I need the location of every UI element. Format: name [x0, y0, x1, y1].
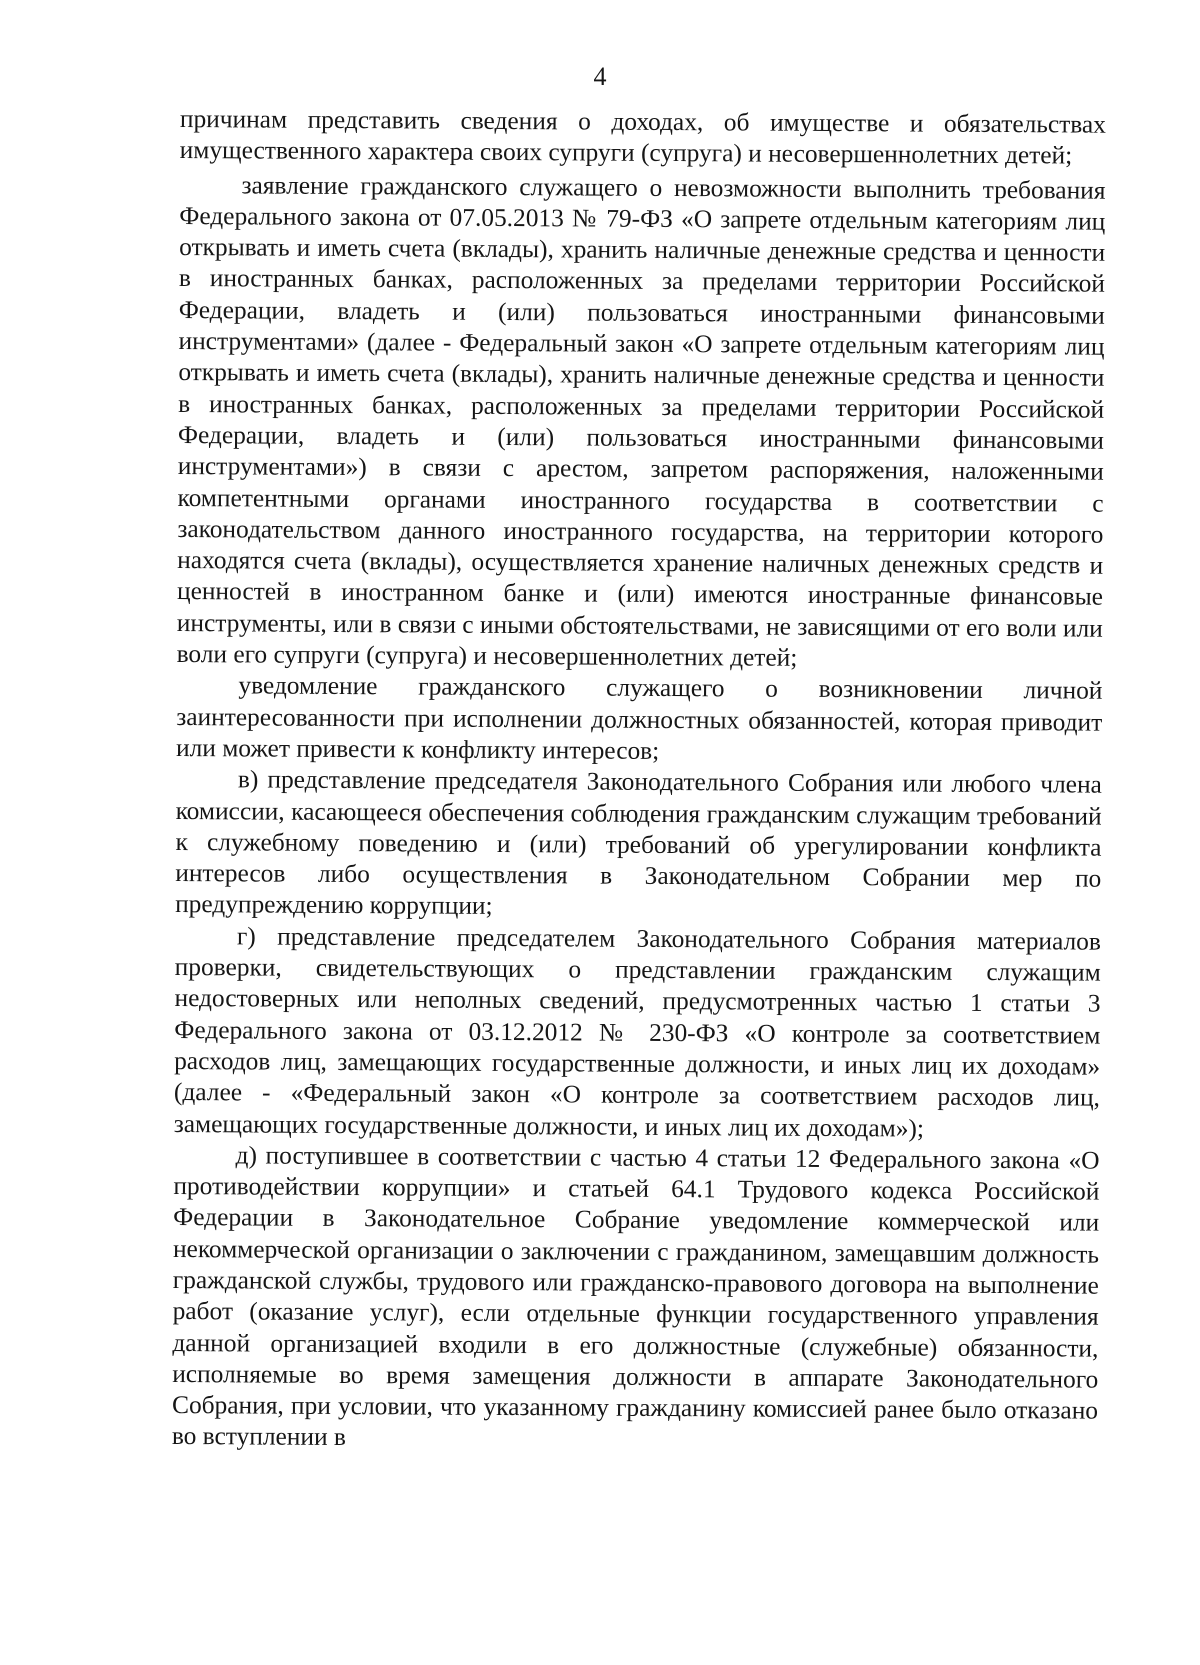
paragraph-statement-impossibility: заявление гражданского служащего о невозможности выполнить требования Федерального закона от 07.05.2013 № 79-ФЗ «О запрете отдельным категориям лиц открывать и иметь счета (вклады), хранить наличные денежные средства и ценности в иностранных банках, расположенных за пределами территории Российской Федерации, владеть и (или) пользоваться иностранными финансовыми инструментами» (далее - Федеральный закон «О запрете отдельным категориям лиц открывать и иметь счета (вклады), хранить наличные денежные средства и ценности в иностранных банках, расположенных за пределами территории Российской Федерации, владеть и (или) пользоваться иностранными финансовыми инструментами») в связи с арестом, запретом распоряжения, наложенными компетентными органами иностранного государства в соответствии с законодательством данного иностранного государства, на территории которого находятся счета (вклады), осуществляется хранение наличных денежных средств и ценностей в иностранном банке и (или) имеются иностранные финансовые инструменты, или в связи с иными обстоятельствами, не зависящими от его воли или воли его супруги (супруга) и несовершеннолетних детей;: [176, 170, 1106, 672]
document-body: [172, 104, 1106, 1458]
paragraph-item-v: в) представление председателя Законодательного Собрания или любого члена комиссии, касающееся обеспечения соблюдения гражданским служащим требований к служебному поведению и (или) требований об урегулировании конфликта интересов либо осуществления в Законодательном Собрании мер по предупреждению коррупции;: [175, 765, 1102, 921]
paragraph-item-g: г) представление председателем Законодательного Собрания материалов проверки, свидетельствующих о представлении гражданским служащим недостоверных или неполных сведений, предусмотренных частью 1 статьи 3 Федерального закона от 03.12.2012 № 230-ФЗ «О контроле за соответствием расходов лиц, замещающих государственные должности, и иных лиц их доходам» (далее - «Федеральный закон «О контроле за соответствием расходов лиц, замещающих государственные должности, и иных лиц их доходам»);: [173, 922, 1101, 1143]
paragraph-notification-interest: уведомление гражданского служащего о возникновении личной заинтересованности при исполнении должностных обязанностей, которая приводит или может привести к конфликту интересов;: [175, 671, 1103, 765]
paragraph-item-d: д) поступившее в соответствии с частью 4 статьи 12 Федерального закона «О противодействии коррупции» и статьей 64.1 Трудового кодекса Российской Федерации в Законодательное Собрание уведомление коммерческой или некоммерческой организации о заключении с гражданином, замещавшим должность гражданской службы, трудового или гражданско-правового договора на выполнение работ (оказание услуг), если отдельные функции государственного управления данной организацией входили в его должностные (служебные) обязанности, исполняемые во время замещения должности в аппарате Законодательного Собрания, при условии, что указанному гражданину комиссией ранее было отказано во вступлении в: [171, 1141, 1100, 1452]
paragraph-continuation: причинам представить сведения о доходах, об имуществе и обязательствах имущественного характера своих супруги (супруга) и несовершеннолетних детей;: [179, 104, 1106, 170]
page-number: 4: [593, 62, 607, 91]
